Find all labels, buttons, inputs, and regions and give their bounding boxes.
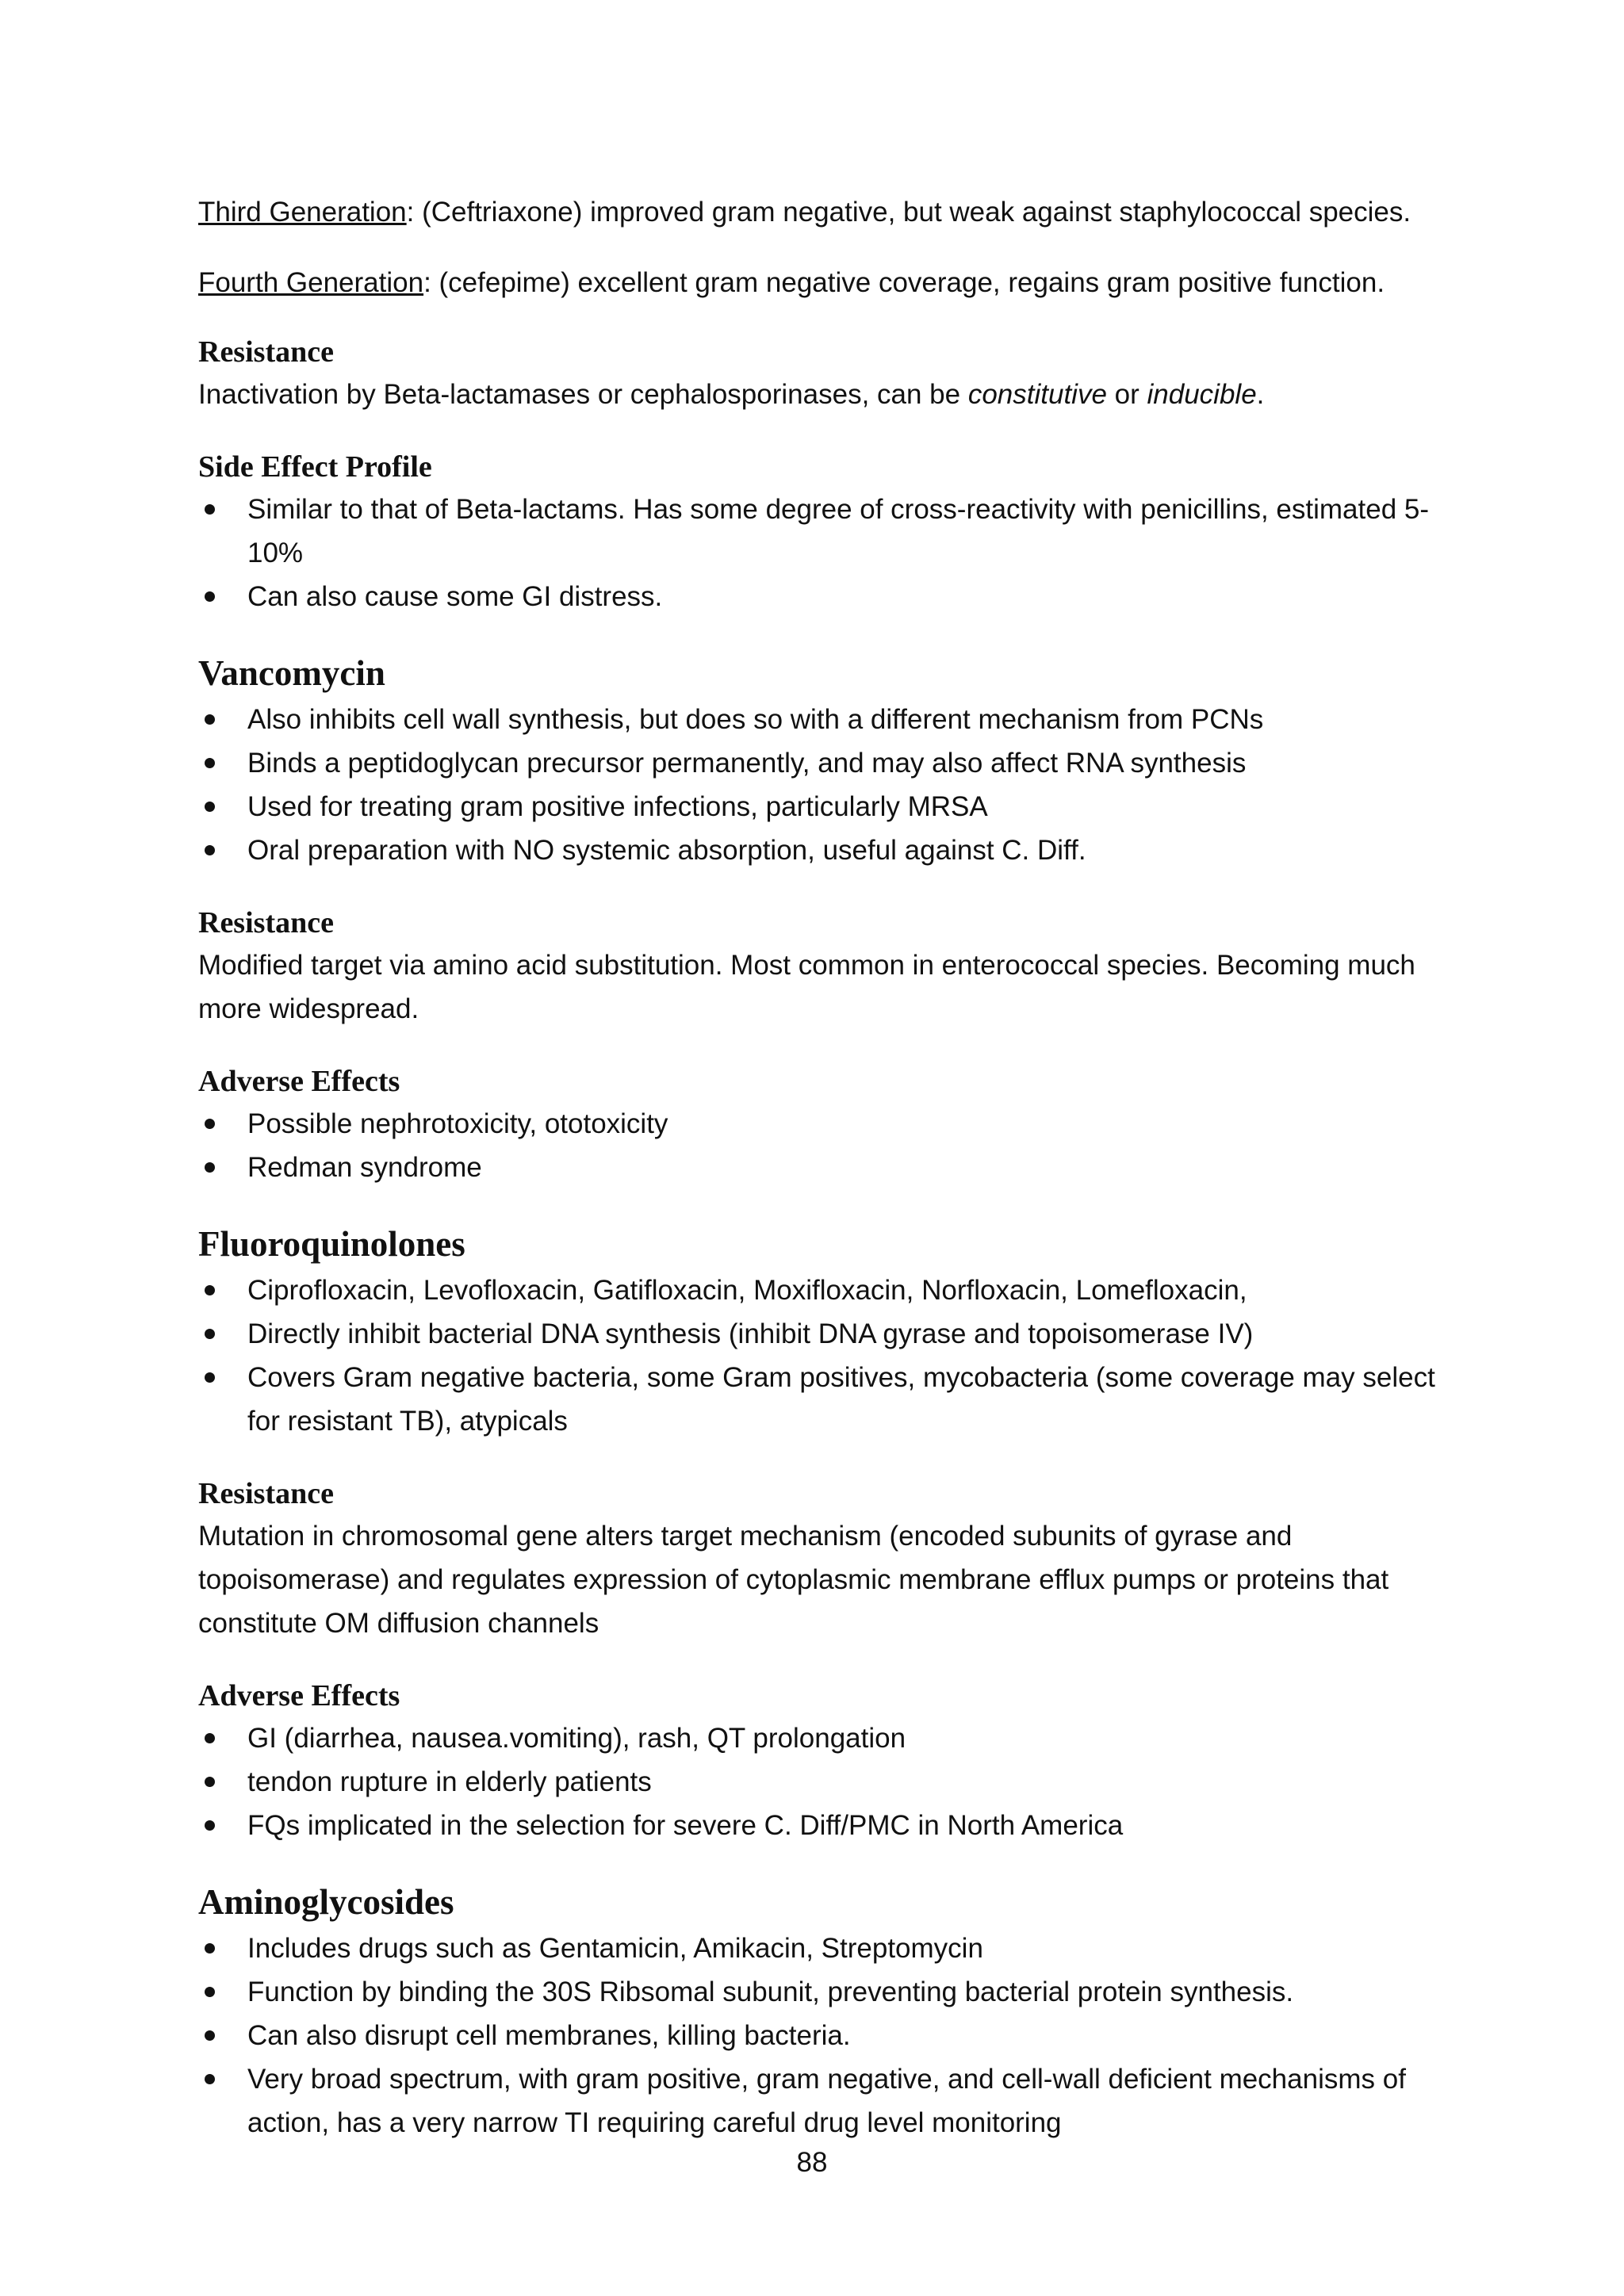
aminoglycosides-section [198, 1877, 1443, 2145]
vancomycin-adverse-list [198, 1102, 1443, 1189]
bullet-icon [205, 758, 215, 768]
list-item-text: Includes drugs such as Gentamicin, Amikacin, Streptomycin [247, 1933, 983, 1964]
list-item [198, 488, 1443, 575]
list-item-text: Redman syndrome [247, 1152, 482, 1183]
fourth-generation-label: Fourth Generation [198, 267, 424, 298]
list-item [198, 2014, 1443, 2057]
list-item-text: FQs implicated in the selection for severe C. Diff/PMC in North America [247, 1810, 1124, 1841]
list-item [198, 1312, 1443, 1356]
bullet-icon [205, 2074, 215, 2084]
list-item-text: Directly inhibit bacterial DNA synthesis (inhibit DNA gyrase and topoisomerase IV) [247, 1318, 1254, 1349]
vancomycin-list [198, 698, 1443, 872]
fluoroquinolones-adverse-heading: Adverse Effects [198, 1679, 400, 1712]
vancomycin-adverse-section [198, 1061, 1443, 1189]
bullet-icon [205, 1119, 215, 1129]
fluoroquinolones-section [198, 1219, 1443, 1443]
list-item [198, 1970, 1443, 2014]
list-item [198, 1760, 1443, 1804]
bullet-icon [205, 1162, 215, 1173]
vancomycin-resistance-section [198, 902, 1443, 1031]
third-generation-label: Third Generation [198, 197, 407, 228]
fluoroquinolones-heading: Fluoroquinolones [198, 1224, 465, 1264]
list-item [198, 1927, 1443, 1970]
bullet-icon [205, 1285, 215, 1295]
list-item-text: Covers Gram negative bacteria, some Gram positives, mycobacteria (some coverage may select for resistant TB), atypicals [247, 1362, 1435, 1437]
list-item-text: Can also disrupt cell membranes, killing bacteria. [247, 2020, 851, 2051]
vancomycin-resistance-text: Modified target via amino acid substitution. Most common in enterococcal species. Becoming much more widespread. [198, 950, 1415, 1024]
list-item [198, 828, 1443, 872]
list-item-text: Also inhibits cell wall synthesis, but does so with a different mechanism from PCNs [247, 704, 1264, 735]
list-item-text: Possible nephrotoxicity, ototoxicity [247, 1108, 668, 1139]
fluoroquinolones-resistance-section [198, 1473, 1443, 1645]
bullet-icon [205, 1329, 215, 1339]
ceph-resistance-text-part: Inactivation by Beta-lactamases or cephalosporinases, can be [198, 379, 968, 410]
bullet-icon [205, 802, 215, 812]
page-number: 88 [796, 2147, 828, 2178]
list-item-text: Ciprofloxacin, Levofloxacin, Gatifloxacin, Moxifloxacin, Norfloxacin, Lomefloxacin, [247, 1275, 1247, 1306]
list-item [198, 741, 1443, 785]
list-item [198, 1356, 1443, 1443]
fluoroquinolones-resistance-heading: Resistance [198, 1477, 334, 1510]
list-item-text: tendon rupture in elderly patients [247, 1766, 652, 1797]
fluoroquinolones-list [198, 1269, 1443, 1443]
bullet-icon [205, 1777, 215, 1787]
fourth-generation-paragraph [198, 261, 1443, 304]
list-item [198, 698, 1443, 741]
bullet-icon [205, 1820, 215, 1831]
list-item-text: Similar to that of Beta-lactams. Has some degree of cross-reactivity with penicillins, estimated 5-10% [247, 494, 1430, 568]
bullet-icon [205, 1987, 215, 1997]
third-generation-paragraph [198, 190, 1443, 234]
vancomycin-resistance-heading: Resistance [198, 906, 334, 939]
list-item [198, 1716, 1443, 1760]
ceph-resistance-text-part: . [1256, 379, 1265, 410]
bullet-icon [205, 845, 215, 855]
bullet-icon [205, 591, 215, 602]
side-effect-profile-heading: Side Effect Profile [198, 450, 432, 484]
third-generation-text: : (Ceftriaxone) improved gram negative, but weak against staphylococcal species. [406, 197, 1411, 228]
bullet-icon [205, 714, 215, 725]
side-effect-list [198, 488, 1443, 618]
list-item-text: Can also cause some GI distress. [247, 581, 663, 612]
fluoroquinolones-adverse-section [198, 1675, 1443, 1847]
list-item-text: Very broad spectrum, with gram positive, gram negative, and cell-wall deficient mechanisms of action, has a very narrow TI requiring careful drug level monitoring [247, 2064, 1406, 2138]
list-item-text: Used for treating gram positive infections, particularly MRSA [247, 791, 988, 822]
list-item-text: Oral preparation with NO systemic absorption, useful against C. Diff. [247, 835, 1086, 866]
aminoglycosides-heading: Aminoglycosides [198, 1882, 454, 1922]
bullet-icon [205, 1943, 215, 1954]
ceph-side-effects-section [198, 446, 1443, 618]
vancomycin-heading: Vancomycin [198, 653, 385, 693]
ceph-resistance-text [198, 373, 1443, 416]
bullet-icon [205, 504, 215, 515]
fourth-generation-text: : (cefepime) excellent gram negative coverage, regains gram positive function. [423, 267, 1385, 298]
list-item [198, 575, 1443, 618]
ceph-resistance-heading: Resistance [198, 335, 334, 369]
list-item-text: Binds a peptidoglycan precursor permanently, and may also affect RNA synthesis [247, 748, 1247, 779]
vancomycin-adverse-heading: Adverse Effects [198, 1065, 400, 1098]
list-item-text: GI (diarrhea, nausea.vomiting), rash, QT prolongation [247, 1723, 906, 1754]
aminoglycosides-list [198, 1927, 1443, 2145]
list-item [198, 2057, 1443, 2145]
constitutive-term: constitutive [967, 379, 1107, 410]
list-item [198, 785, 1443, 828]
bullet-icon [205, 1372, 215, 1383]
bullet-icon [205, 1733, 215, 1743]
fluoroquinolones-adverse-list [198, 1716, 1443, 1847]
ceph-resistance-text-part: or [1106, 379, 1147, 410]
list-item [198, 1269, 1443, 1312]
list-item [198, 1146, 1443, 1189]
bullet-icon [205, 2030, 215, 2041]
fluoroquinolones-resistance-text: Mutation in chromosomal gene alters target mechanism (encoded subunits of gyrase and topoisomerase) and regulates expression of cytoplasmic membrane efflux pumps or proteins that constitute OM diffusion channels [198, 1521, 1389, 1639]
list-item [198, 1102, 1443, 1146]
vancomycin-section [198, 649, 1443, 872]
inducible-term: inducible [1147, 379, 1257, 410]
list-item [198, 1804, 1443, 1847]
list-item-text: Function by binding the 30S Ribsomal subunit, preventing bacterial protein synthesis. [247, 1976, 1294, 2007]
ceph-resistance-section [198, 331, 1443, 416]
document-page [198, 190, 1443, 2175]
